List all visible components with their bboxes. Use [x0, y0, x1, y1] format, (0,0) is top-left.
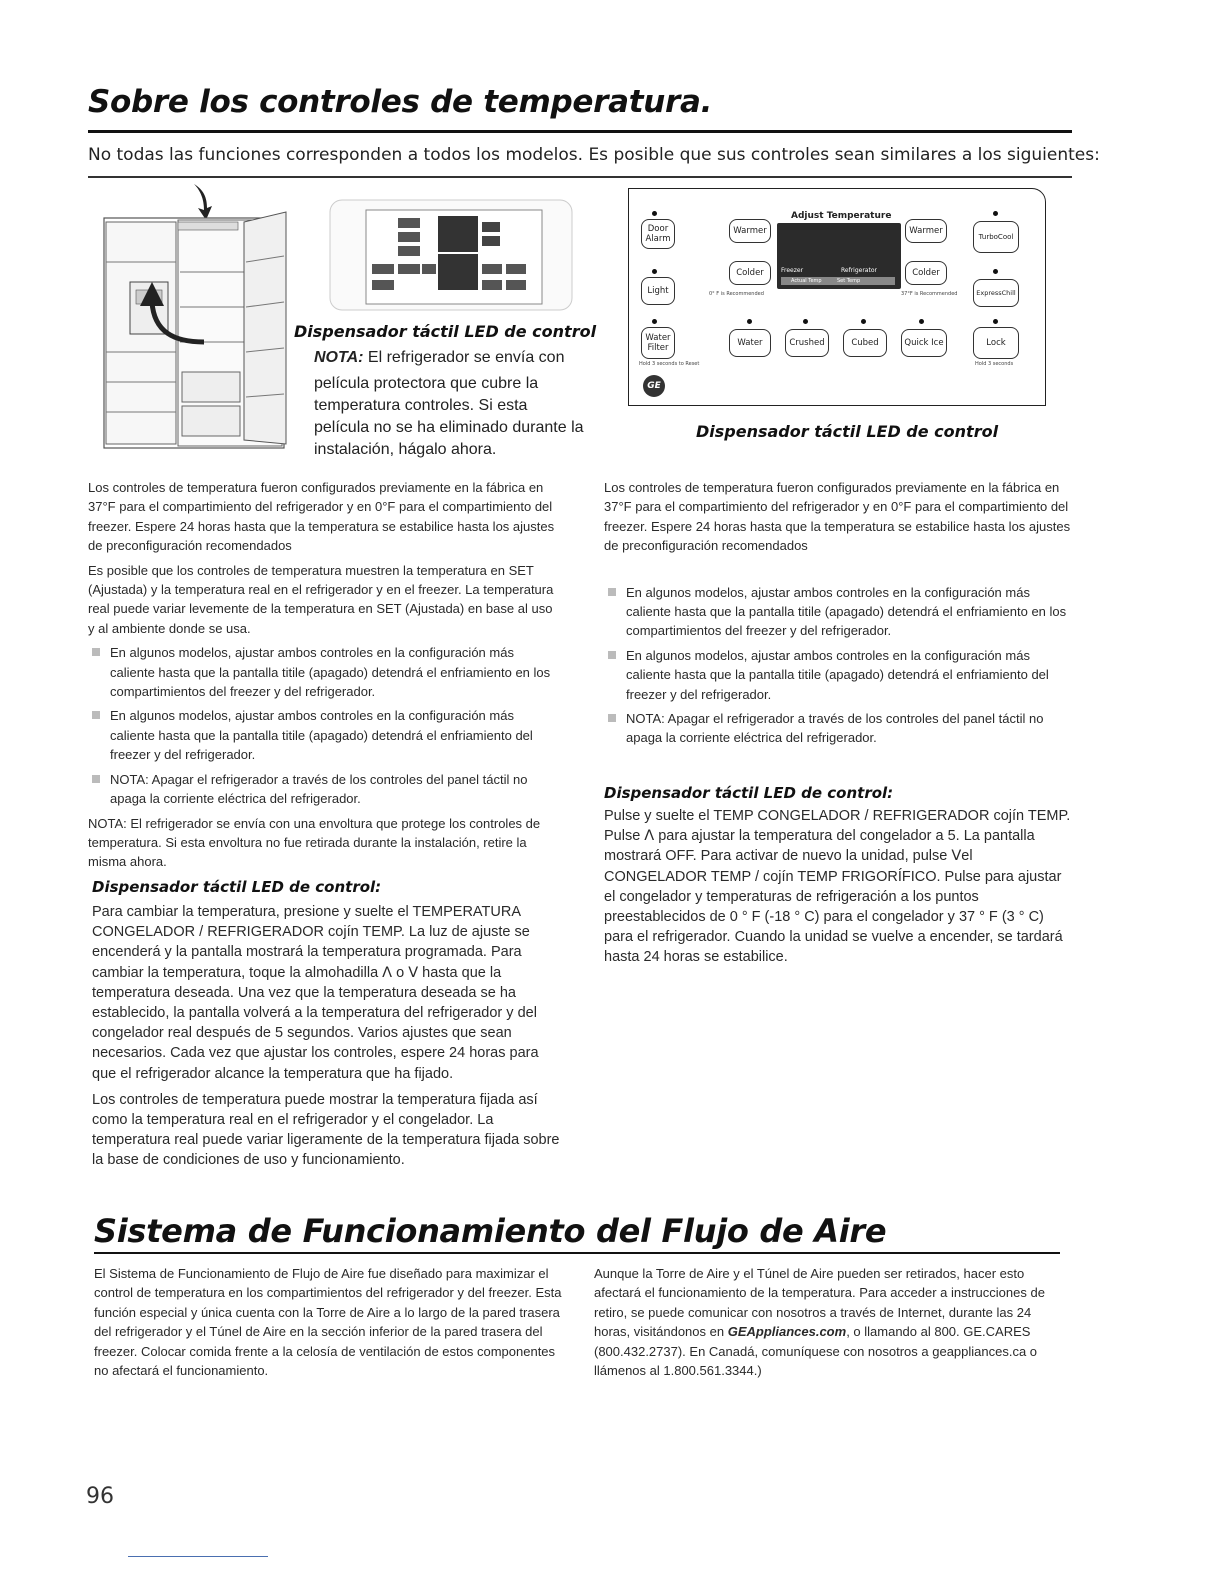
adjust-temperature-label: Adjust Temperature [791, 211, 892, 221]
right-bullet-1: En algunos modelos, ajustar ambos controles en la configuración más caliente hasta que la pantalla titile (apagado) detendrá el enfriamiento en los compartimientos del freezer y del refrigerador. [604, 583, 1074, 641]
left-bullet-3: NOTA: Apagar el refrigerador a través de los controles del panel táctil no apaga la corriente eléctrica del refrigerador. [88, 770, 558, 809]
expresschill-button[interactable]: ExpressChill [973, 279, 1019, 307]
left-instructions [92, 902, 564, 1177]
warmer-freezer-button[interactable]: Warmer [729, 219, 771, 243]
control-panel [628, 188, 1046, 406]
fridge-recommended: 37°F is Recommended [901, 291, 958, 297]
led-panel-illustration [326, 196, 576, 314]
note-text1: El refrigerador se envía con [363, 349, 565, 366]
ge-logo: GE [643, 375, 665, 397]
left-bullet-2: En algunos modelos, ajustar ambos controles en la configuración más caliente hasta que la pantalla titile (apagado) detendrá el enfriamiento del freezer y del refrigerador. [88, 706, 558, 764]
right-subheading: Dispensador táctil LED de control: [604, 784, 894, 802]
airflow-right-text [594, 1264, 1070, 1380]
right-instructions [604, 806, 1074, 974]
colder-fridge-button[interactable]: Colder [905, 261, 947, 285]
crushed-button[interactable]: Crushed [785, 329, 829, 357]
left-p1: Los controles de temperatura fueron configurados previamente en la fábrica en 37°F para el compartimiento del refrigerador y en 0°F para el compartimiento del freezer. Espere 24 horas hasta que la temperatura se estabilice hasta los ajustes de preconfiguración recomendados [88, 480, 555, 554]
footer-line [128, 1556, 268, 1557]
temperature-display [777, 223, 901, 289]
intro-rule [88, 176, 1072, 178]
quick-ice-button[interactable]: Quick Ice [901, 329, 947, 357]
right-bullet-2: En algunos modelos, ajustar ambos controles en la configuración más caliente hasta que la pantalla titile (apagado) detendrá el enfriamiento del freezer y del refrigerador. [604, 646, 1074, 704]
fridge-illustration [94, 182, 294, 454]
title-rule [88, 130, 1072, 133]
left-p2: Es posible que los controles de temperatura muestren la temperatura en SET (Ajustada) y la temperatura real en el refrigerador y en el freezer. La temperatura real puede variar levemente de la temperatura en SET (Ajustada) en base al uso y al ambiente donde se usa. [88, 562, 554, 636]
cubed-button[interactable]: Cubed [843, 329, 887, 357]
airflow-title: Sistema de Funcionamiento del Flujo de Aire [94, 1212, 887, 1250]
hold-lock-label: Hold 3 seconds [975, 361, 1014, 367]
water-filter-button[interactable]: Water Filter [641, 327, 675, 359]
freezer-recommended: 0° F is Recommended [709, 291, 764, 297]
left-p4: Para cambiar la temperatura, presione y suelte el TEMPERATURA CONGELADOR / REFRIGERADOR cojín TEMP. La luz de ajuste se encenderá y la pantalla mostrará la temperatura programada. Para cambiar la temperatura, toque la almohadilla ᐱ o ᐯ hasta que la temperatura deseada. Una vez que la temperatura deseada se ha establecido, la pantalla volverá a la temperatura del refrigerador y del congelador real después de 5 segundos. Varios ajustes que sean necesarios. Cada vez que ajustar los controles, espere 24 horas para que el refrigerador alcance la temperatura que ha fijado. [92, 904, 539, 1082]
set-temp-label: Set Temp [837, 278, 861, 284]
left-figure-caption: Dispensador táctil LED de control [294, 322, 597, 341]
left-figure-note [314, 347, 584, 461]
hold-reset-label: Hold 3 seconds to Reset [639, 361, 700, 367]
right-bullet-3: NOTA: Apagar el refrigerador a través de los controles del panel táctil no apaga la corriente eléctrica del refrigerador. [604, 709, 1074, 748]
note-label: NOTA: [314, 349, 364, 366]
freezer-display-label: Freezer [781, 267, 804, 274]
airflow-rule [94, 1252, 1060, 1254]
warmer-fridge-button[interactable]: Warmer [905, 219, 947, 243]
colder-freezer-button[interactable]: Colder [729, 261, 771, 285]
water-button[interactable]: Water [729, 329, 771, 357]
refrigerator-display-label: Refrigerator [841, 267, 877, 274]
actual-temp-label: Actual Temp [791, 278, 822, 284]
right-p1: Los controles de temperatura fueron configurados previamente en la fábrica en 37°F para el compartimiento del refrigerador y en 0°F para el compartimiento del freezer. Espere 24 horas hasta que la temperatura se estabilice hasta los ajustes de preconfiguración recomendados [604, 480, 1071, 554]
left-p3: NOTA: El refrigerador se envía con una envoltura que protege los controles de temperatura. Si esta envoltura no fue retirada durante la instalación, retire la misma ahora. [88, 815, 541, 870]
lock-button[interactable]: Lock [973, 327, 1019, 359]
airflow-left-text: El Sistema de Funcionamiento de Flujo de Aire fue diseñado para maximizar el control de temperatura en los compartimientos del refrigerador y del freezer. Esta función especial y única cuenta con la Torre de Aire a lo largo de la pared trasera del refrigerador y el Túnel de Aire en la sección inferior de la pared trasera del freezer. Colocar comida frente a la celosía de ventilación de estos componentes no afectará el funcionamiento. [94, 1266, 562, 1379]
right-p2: Pulse y suelte el TEMP CONGELADOR / REFRIGERADOR cojín TEMP. Pulse ᐱ para ajustar la temperatura del congelador a 5. La pantalla mostrará OFF. Para activar de nuevo la unidad, pulse ᐯel CONGELADOR TEMP / cojín TEMP FRIGORÍFICO. Pulse para ajustar el congelador y temperaturas de refrigeración a los puntos preestablecidos de 0 ° F (-18 ° C) para el congelador y 37 ° F (3 ° C) para el refrigerador. Cuando la unidad se vuelve a encender, se tardará hasta 24 horas se estabilice. [604, 808, 1071, 966]
geappliances-link[interactable]: GEAppliances.com [727, 1324, 847, 1340]
note-text2: película protectora que cubre la temperatura controles. Si esta película no se ha eliminado durante la instalación, hágalo ahora. [314, 375, 584, 458]
airflow-right-b: , o llamando al 800. GE.CARES (800.432.2737). En Canadá, comuníquese con nosotros a geappliances.ca o llámenos al 1.800.561.3344.) [594, 1324, 1038, 1379]
left-bullet-1: En algunos modelos, ajustar ambos controles en la configuración más caliente hasta que la pantalla titile (apagado) detendrá el enfriamiento en los compartimientos del freezer y del refrigerador. [88, 643, 558, 701]
right-figure-caption: Dispensador táctil LED de control [696, 422, 999, 441]
left-subheading: Dispensador táctil LED de control: [92, 878, 382, 896]
page-number: 96 [86, 1484, 114, 1509]
intro-text: No todas las funciones corresponden a todos los modelos. Es posible que sus controles sean similares a los siguientes: [88, 145, 1100, 165]
page-title: Sobre los controles de temperatura. [88, 84, 713, 120]
turbocool-button[interactable]: TurboCool [973, 221, 1019, 253]
door-alarm-button[interactable]: Door Alarm [641, 219, 675, 249]
airflow-right-a: Aunque la Torre de Aire y el Túnel de Aire pueden ser retirados, hacer esto afectará el funcionamiento de la temperatura. Para acceder a instrucciones de retiro, se puede comunicar con nosotros a través de Internet, durante las 24 horas, visitándonos en [594, 1266, 1045, 1340]
left-p5: Los controles de temperatura puede mostrar la temperatura fijada así como la temperatura real en el refrigerador y el congelador. La temperatura real puede variar ligeramente de la temperatura fijada sobre la base de condiciones de uso y funcionamiento. [92, 1091, 560, 1169]
right-column [604, 478, 1074, 753]
left-column [88, 478, 558, 877]
light-button[interactable]: Light [641, 277, 675, 305]
